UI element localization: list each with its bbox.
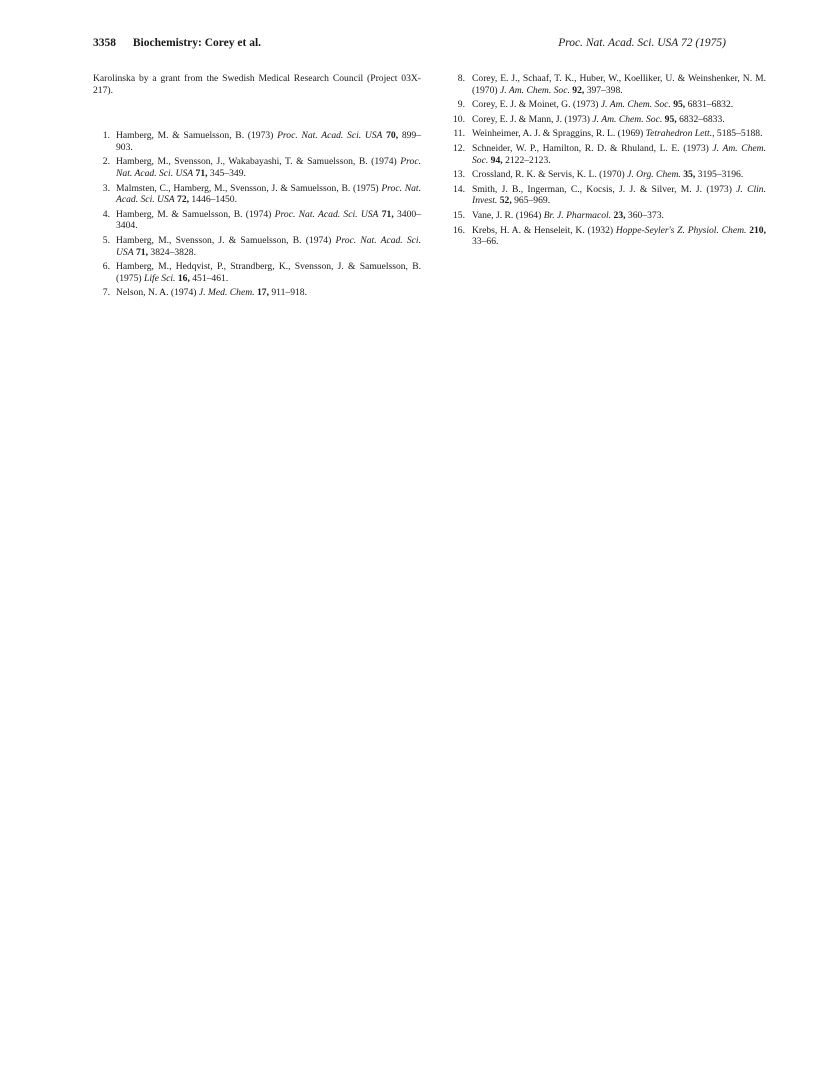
reference-volume: 71, — [381, 208, 394, 220]
reference-volume: 71, — [195, 167, 208, 179]
acknowledgment: Karolinska by a grant from the Swedish Medical Research Council (Project 03X-217). — [93, 73, 421, 96]
reference-volume: 17, — [256, 287, 269, 299]
reference-volume: 95, — [664, 113, 677, 125]
reference-journal: J. Am. Chem. Soc. — [600, 99, 671, 111]
reference-list-left — [93, 130, 421, 299]
reference-authors: Vane, J. R. (1964) — [472, 209, 544, 221]
left-column — [93, 73, 421, 302]
reference-pages: 965–969. — [511, 195, 551, 207]
reference-authors: Nelson, N. A. (1974) — [116, 287, 199, 299]
reference-item — [446, 143, 766, 166]
reference-list-right — [446, 73, 766, 248]
reference-volume: 72, — [177, 194, 190, 206]
journal-citation: Proc. Nat. Acad. Sci. USA 72 (1975) — [558, 37, 726, 49]
reference-pages: 899–903. — [116, 130, 422, 153]
reference-pages: 3824–3828. — [148, 246, 196, 258]
reference-item — [446, 169, 766, 181]
reference-authors: Smith, J. B., Ingerman, C., Kocsis, J. J. & Silver, M. J. (1973) — [472, 183, 737, 195]
reference-number: 12. — [453, 142, 465, 154]
reference-volume: 94, — [490, 154, 503, 166]
reference-pages: 451–461. — [189, 272, 229, 284]
reference-item — [93, 209, 421, 232]
reference-number: 16. — [453, 224, 465, 236]
reference-number: 1. — [102, 130, 110, 142]
reference-pages: 345–349. — [207, 167, 246, 179]
running-title: Biochemistry: Corey et al. — [132, 37, 262, 49]
reference-item — [446, 184, 766, 207]
reference-number: 7. — [102, 287, 110, 299]
reference-item — [446, 114, 766, 126]
reference-authors: Hamberg, M., Svensson, J., Wakabayashi, T. & Samuelsson, B. (1974) — [116, 156, 401, 168]
reference-number: 5. — [102, 234, 110, 246]
reference-item — [446, 128, 766, 140]
reference-volume: 16, — [177, 272, 190, 284]
reference-item — [446, 99, 766, 111]
reference-journal: Tetrahedron Lett., — [645, 128, 715, 140]
reference-authors: Hamberg, M., Svensson, J. & Samuelsson, B. (1974) — [116, 234, 336, 246]
reference-number: 2. — [102, 156, 110, 168]
reference-authors: Hamberg, M. & Samuelsson, B. (1973) — [116, 130, 278, 142]
reference-number: 6. — [102, 261, 110, 273]
reference-volume: 92, — [572, 84, 585, 96]
reference-number: 11. — [453, 128, 465, 140]
reference-volume: 95, — [673, 99, 686, 111]
reference-item — [93, 261, 421, 284]
reference-pages: 2122–2123. — [502, 154, 551, 166]
reference-journal: J. Am. Chem. Soc. — [472, 142, 767, 166]
reference-item — [446, 210, 766, 222]
reference-item — [446, 225, 766, 248]
right-column — [446, 73, 766, 251]
reference-authors: Hamberg, M., Hedqvist, P., Strandberg, K., Svensson, J. & Samuelsson, B. (1975) — [116, 261, 421, 284]
reference-authors: Malmsten, C., Hamberg, M., Svensson, J. & Samuelsson, B. (1975) — [116, 182, 382, 194]
reference-volume: 52, — [499, 195, 512, 207]
reference-authors: Corey, E. J. & Moinet, G. (1973) — [472, 99, 601, 111]
reference-number: 8. — [457, 73, 465, 84]
reference-journal: Proc. Nat. Acad. Sci. USA — [116, 234, 421, 258]
reference-number: 9. — [457, 99, 465, 111]
reference-journal: J. Am. Chem. Soc. — [499, 84, 570, 96]
reference-number: 10. — [453, 113, 465, 125]
reference-pages: 911–918. — [268, 287, 307, 299]
reference-volume: 210, — [749, 224, 766, 236]
reference-item — [93, 235, 421, 258]
reference-authors: Schneider, W. P., Hamilton, R. D. & Rhuland, L. E. (1973) — [472, 142, 713, 154]
running-header — [93, 37, 726, 55]
reference-number: 14. — [453, 183, 465, 195]
reference-authors: Corey, E. J., Schaaf, T. K., Huber, W., Koelliker, U. & Weinshenker, N. M. (1970) — [472, 73, 766, 96]
reference-journal: Proc. Nat. Acad. Sci. USA — [277, 130, 383, 142]
reference-journal: Proc. Nat. Acad. Sci. USA — [116, 156, 421, 179]
reference-item — [93, 130, 421, 153]
header-left — [93, 37, 261, 49]
reference-number: 13. — [453, 169, 465, 181]
reference-pages: 33–66. — [472, 236, 499, 248]
reference-authors: Krebs, H. A. & Henseleit, K. (1932) — [472, 224, 616, 236]
reference-volume: 71, — [136, 246, 148, 258]
reference-pages: 397–398. — [584, 84, 623, 96]
reference-number: 4. — [102, 208, 110, 220]
reference-number: 15. — [453, 209, 465, 221]
reference-pages: 1446–1450. — [189, 194, 237, 206]
reference-pages: 3400–3404. — [116, 208, 421, 232]
reference-pages: 6831–6832. — [685, 99, 734, 111]
reference-item — [93, 183, 421, 206]
reference-pages: 3195–3196. — [695, 169, 744, 181]
page-number: 3358 — [93, 37, 116, 49]
reference-pages: 360–373. — [625, 209, 664, 221]
reference-journal: Life Sci. — [143, 272, 176, 284]
reference-volume: 70, — [386, 130, 399, 142]
reference-item — [446, 73, 766, 96]
reference-journal: J. Am. Chem. Soc. — [592, 113, 663, 125]
reference-number: 3. — [102, 182, 110, 194]
reference-pages: 6832–6833. — [676, 113, 725, 125]
reference-journal: J. Org. Chem. — [627, 169, 681, 181]
reference-journal: Hoppe-Seyler's Z. Physiol. Chem. — [615, 224, 747, 236]
reference-volume: 23, — [613, 209, 626, 221]
reference-journal: J. Med. Chem. — [198, 287, 255, 299]
reference-authors: Weinheimer, A. J. & Spraggins, R. L. (1969) — [472, 128, 646, 140]
reference-journal: Proc. Nat. Acad. Sci. USA — [116, 182, 421, 206]
reference-journal: Proc. Nat. Acad. Sci. USA — [274, 208, 379, 220]
reference-authors: Hamberg, M. & Samuelsson, B. (1974) — [116, 208, 275, 220]
reference-authors: Crossland, R. K. & Servis, K. L. (1970) — [472, 169, 628, 181]
reference-item — [93, 287, 421, 299]
reference-journal: Br. J. Pharmacol. — [543, 209, 612, 221]
reference-volume: 35, — [683, 169, 696, 181]
reference-authors: Corey, E. J. & Mann, J. (1973) — [472, 113, 593, 125]
reference-item — [93, 156, 421, 179]
reference-pages: 5185–5188. — [714, 128, 763, 140]
reference-journal: J. Clin. Invest. — [472, 183, 766, 207]
